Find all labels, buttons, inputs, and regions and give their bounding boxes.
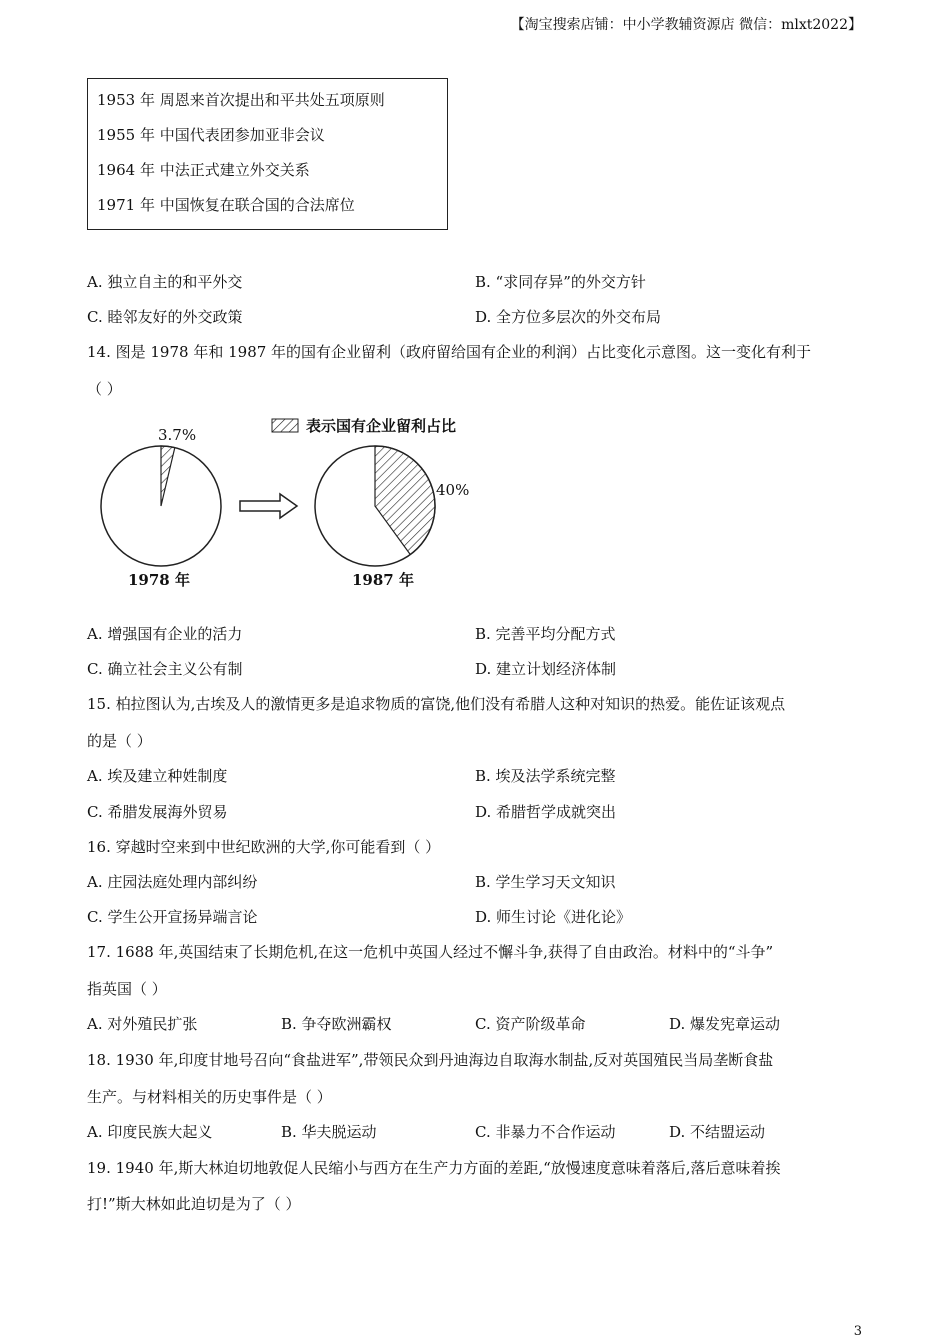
pie-1987-year-label: 1987 年 [352,571,414,589]
q13-option-b: B. “求同存异”的外交方针 [475,273,646,291]
event-1955: 1955 年 中国代表团参加亚非会议 [97,126,325,144]
q15-option-a: A. 埃及建立种姓制度 [87,767,228,785]
q14-stem-line2: （ ） [87,380,122,398]
q15-stem-line1: 15. 柏拉图认为,古埃及人的激情更多是追求物质的富饶,他们没有希腊人这种对知识的热爱。能佐证该观点 [87,695,786,713]
q16-stem: 16. 穿越时空来到中世纪欧洲的大学,你可能看到（ ） [87,838,441,856]
q19-stem-line2: 打!”斯大林如此迫切是为了（ ） [87,1195,301,1213]
event-1953: 1953 年 周恩来首次提出和平共处五项原则 [97,91,385,109]
q18-stem-line2: 生产。与材料相关的历史事件是（ ） [87,1088,332,1106]
event-1964: 1964 年 中法正式建立外交关系 [97,161,310,179]
q19-stem-line1: 19. 1940 年,斯大林迫切地敦促人民缩小与西方在生产力方面的差距,“放慢速度意味着落后,落后意味着挨 [87,1159,781,1177]
q15-stem-line2: 的是（ ） [87,732,152,750]
q13-option-a: A. 独立自主的和平外交 [87,273,243,291]
pie-charts-figure [90,410,510,595]
q14-option-b: B. 完善平均分配方式 [475,625,616,643]
q16-option-b: B. 学生学习天文知识 [475,873,616,891]
q17-option-c: C. 资产阶级革命 [475,1015,586,1033]
q17-option-d: D. 爆发宪章运动 [669,1015,781,1033]
q13-option-d: D. 全方位多层次的外交布局 [475,308,662,326]
q18-option-b: B. 华夫脱运动 [281,1123,377,1141]
page-header: 【淘宝搜索店铺：中小学教辅资源店 微信：mlxt2022】 [510,17,862,33]
q14-option-c: C. 确立社会主义公有制 [87,660,243,678]
event-1971: 1971 年 中国恢复在联合国的合法席位 [97,196,355,214]
pie-1987-value-label: 40% [436,481,470,499]
pie-1978-value-label: 3.7% [158,426,197,444]
page-number: 3 [853,1324,862,1339]
diplomacy-events-box [87,78,448,230]
q14-stem-line1: 14. 图是 1978 年和 1987 年的国有企业留利（政府留给国有企业的利润）占比变化示意图。这一变化有利于 [87,343,812,361]
q16-option-c: C. 学生公开宣扬异端言论 [87,908,258,926]
q14-option-a: A. 增强国有企业的活力 [87,625,243,643]
q15-option-c: C. 希腊发展海外贸易 [87,803,228,821]
q13-option-c: C. 睦邻友好的外交政策 [87,308,243,326]
q18-option-a: A. 印度民族大起义 [87,1123,213,1141]
q18-option-d: D. 不结盟运动 [669,1123,766,1141]
legend-swatch [272,419,298,432]
q14-option-d: D. 建立计划经济体制 [475,660,617,678]
arrow-icon [240,494,297,518]
q15-option-d: D. 希腊哲学成就突出 [475,803,617,821]
q16-option-d: D. 师生讨论《进化论》 [475,908,632,926]
q15-option-b: B. 埃及法学系统完整 [475,767,616,785]
legend-label: 表示国有企业留利占比 [306,417,457,435]
q18-stem-line1: 18. 1930 年,印度甘地号召向“食盐进军”,带领民众到丹迪海边自取海水制盐,反对英国殖民当局垄断食盐 [87,1051,774,1069]
q17-stem-line1: 17. 1688 年,英国结束了长期危机,在这一危机中英国人经过不懈斗争,获得了自由政治。材料中的“斗争” [87,943,774,961]
q18-option-c: C. 非暴力不合作运动 [475,1123,616,1141]
q16-option-a: A. 庄园法庭处理内部纠纷 [87,873,258,891]
pie-1978-year-label: 1978 年 [128,571,190,589]
q17-option-b: B. 争夺欧洲霸权 [281,1015,392,1033]
q17-stem-line2: 指英国（ ） [87,980,167,998]
q17-option-a: A. 对外殖民扩张 [87,1015,198,1033]
